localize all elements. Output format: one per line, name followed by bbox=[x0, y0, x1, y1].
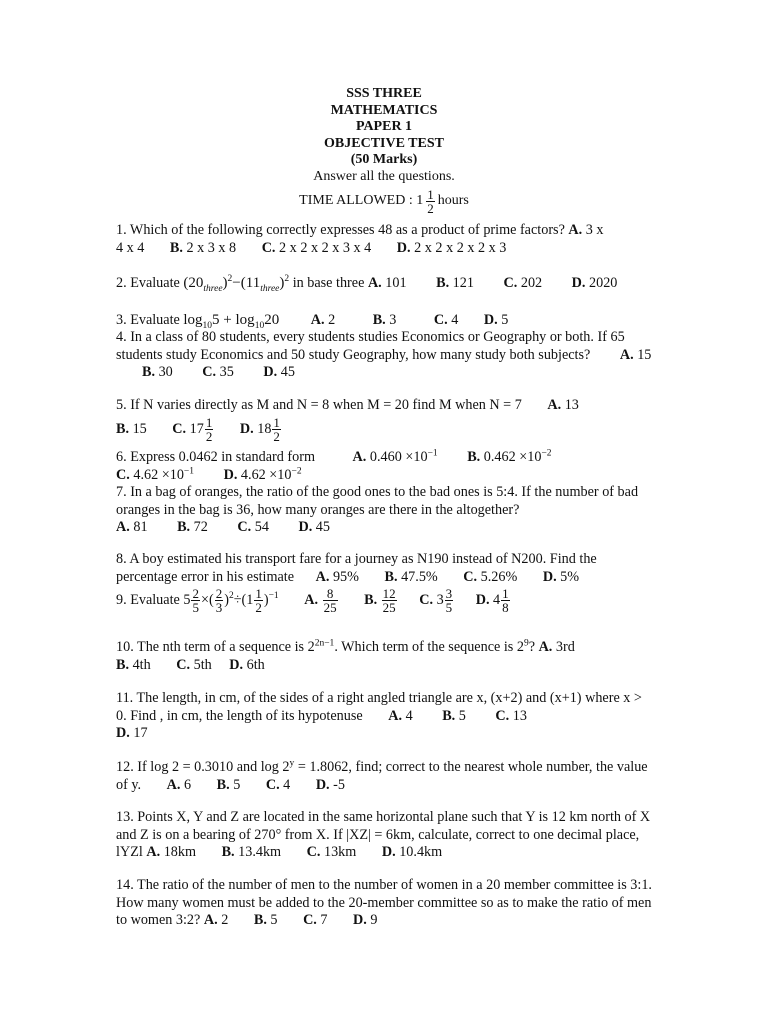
time-allowed bbox=[299, 188, 469, 215]
exam-header bbox=[0, 86, 768, 215]
header-paper: PAPER 1 bbox=[355, 119, 413, 134]
time-unit: hours bbox=[437, 193, 469, 209]
question-2: 2. Evaluate $(20_{three})^2-(11_{three})^2$ in base three A. 101 B. 121 C. 202 D. 2020 bbox=[116, 274, 618, 294]
question-4: 4. In a class of 80 students, every students studies Economics or Geography or both. If 65 students study Economics and 50 study Geography, how many study both subjects? A. 15 B. 30 C. 35 D. 45 bbox=[116, 329, 652, 381]
time-fraction: $\frac{1}{2}$ bbox=[427, 187, 434, 216]
question-13: 13. Points X, Y and Z are located in the same horizontal plane such that Y is 12 km north of X and Z is on a bearing of 270° from X. If |XZ| = 6km, calculate, correct to one decimal place, lYZl A. 18km B. 13.4km C. 13km D. 10.4km bbox=[116, 809, 651, 861]
question-10: 10. The nth term of a sequence is $2^{2n-1}$. Which term of the sequence is $2^9$? A. 3rd B. 4th C. 5th D. 6th bbox=[116, 638, 575, 673]
question-6: 6. Express 0.0462 in standard form A. $0.460 \times 10^{-1}$ B. $0.462 \times 10^{-2}$ C. $4.62 \times 10^{-1}$ D. $4.62 \times 10^{-2}$ bbox=[116, 448, 552, 483]
q2-expression: $(20_{three})^2-(11_{three})^2$ bbox=[183, 274, 290, 294]
question-3: 3. Evaluate $\log_{10}5 + \log_{10}20$ A. 2 B. 3 C. 4 D. 5 bbox=[116, 312, 509, 331]
header-subject: MATHEMATICS bbox=[330, 102, 438, 118]
question-12: 12. If log 2 = 0.3010 and log 2$^y$ = 1.8062, find; correct to the nearest whole number, the value of y. A. 6 B. 5 C. 4 D. -5 bbox=[116, 758, 648, 793]
header-test-type: OBJECTIVE TEST bbox=[324, 135, 444, 151]
header-class: SSS THREE bbox=[346, 86, 422, 101]
question-11: 11. The length, in cm, of the sides of a right angled triangle are x, (x+2) and (x+1) where x > 0. Find , in cm, the length of its hypotenuse A. 4 B. 5 C. 13 D. 17 bbox=[116, 690, 642, 742]
question-5: 5. If N varies directly as M and N = 8 when M = 20 find M when N = 7 A. 13 bbox=[116, 397, 579, 413]
question-1: 1. Which of the following correctly expresses 48 as a product of prime factors? A. 3 x 4 x 4 B. 2 x 3 x 8 C. 2 x 2 x 2 x 3 x 4 D. 2 x 2 x 2 x 2 x 3 bbox=[116, 222, 604, 256]
question-7: 7. In a bag of oranges, the ratio of the good ones to the bad ones is 5:4. If the number of bad oranges in the bag is 36, how many oranges are there in the altogether? A. 81 B. 72 C. 54 D. 45 bbox=[116, 484, 639, 536]
question-8: 8. A boy estimated his transport fare for a journey as N190 instead of N200. Find the percentage error in his estimate A. 95% B. 47.5% C. 5.26% D. 5% bbox=[116, 551, 597, 585]
q3-expression: $\log_{10}5 + \log_{10}20$ bbox=[183, 312, 280, 331]
question-5-options: B. 15 C. 17 $\frac{1}{2}$ D. 18 $\frac{1}{2}$ bbox=[116, 415, 280, 444]
header-instruction: Answer all the questions. bbox=[313, 168, 455, 184]
question-14: 14. The ratio of the number of men to the number of women in a 20 member committee is 3:1. How many women must be added to the 20-member committee so as to make the ratio of men to women 3:2? A. 2 B. 5 C. 7 D. 9 bbox=[116, 877, 652, 929]
header-marks: (50 Marks) bbox=[350, 152, 418, 167]
question-9: 9. Evaluate 5 $\frac{2}{5}$ ×( $\frac{2}{3}$ )$^2$÷(1 $\frac{1}{2}$ )$^{-1}$ A. $\frac{8}{25}$ B. $\frac{12}{25}$ C. 3 $\frac{3}{5}$ D. 4 $\frac{1}{8}$ bbox=[116, 586, 509, 615]
time-label: TIME ALLOWED : 1 bbox=[299, 193, 424, 209]
